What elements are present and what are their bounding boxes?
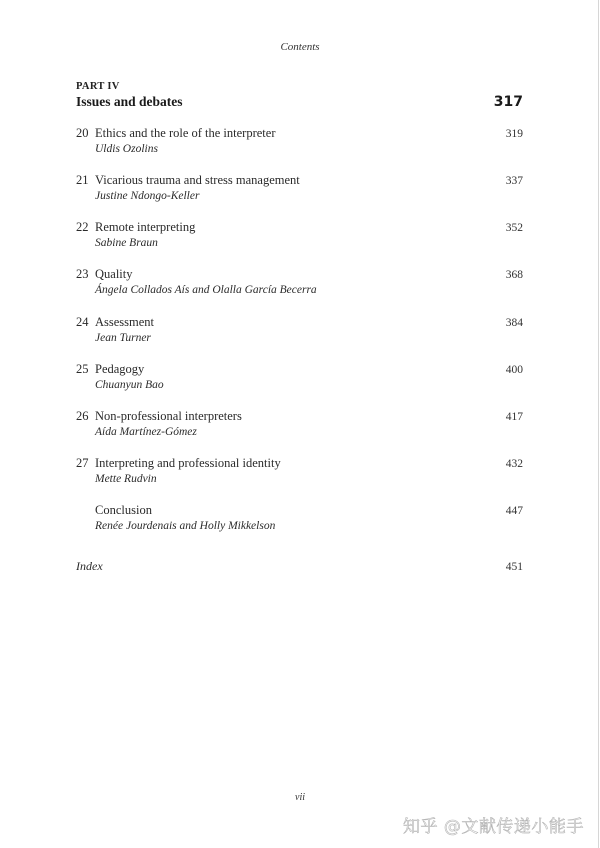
- part-label: PART IV: [76, 81, 120, 92]
- chapter-number: 27: [76, 456, 89, 470]
- chapter-title: Conclusion: [95, 503, 152, 517]
- chapter-page: 319: [505, 128, 523, 140]
- chapter-author: Renée Jourdenais and Holly Mikkelson: [95, 520, 276, 532]
- chapter-number: 21: [76, 173, 89, 187]
- chapter-author: Jean Turner: [95, 332, 151, 344]
- page-edge-divider: [598, 0, 599, 848]
- chapter-title: Pedagogy: [95, 362, 145, 376]
- chapter-title: Assessment: [95, 315, 155, 329]
- chapter-author: Justine Ndongo-Keller: [95, 190, 200, 202]
- chapter-title: Non-professional interpreters: [95, 409, 242, 423]
- chapter-author: Aída Martínez-Gómez: [95, 426, 197, 438]
- chapter-author: Sabine Braun: [95, 237, 158, 249]
- running-head: Contents: [280, 41, 320, 53]
- part-title: Issues and debates: [76, 94, 183, 109]
- toc-entry: [76, 315, 523, 346]
- watermark: 知乎 @文献传递小能手: [403, 817, 584, 837]
- toc-entry: [76, 173, 523, 204]
- chapter-page: 384: [505, 317, 523, 329]
- toc-entry: [76, 456, 523, 487]
- chapter-title: Quality: [95, 267, 133, 281]
- toc-entry: [76, 362, 523, 393]
- index-label: Index: [76, 559, 103, 573]
- toc-entry: [76, 220, 523, 251]
- toc-entry: [76, 267, 523, 298]
- part-page-number: 317: [493, 94, 523, 110]
- chapter-page: 368: [505, 269, 523, 281]
- chapter-title: Interpreting and professional identity: [95, 456, 281, 470]
- chapter-number: 25: [76, 362, 89, 376]
- index-page: 451: [505, 561, 523, 573]
- chapter-number: 22: [76, 220, 89, 234]
- chapter-page: 400: [505, 364, 523, 376]
- chapter-page: 432: [505, 458, 523, 470]
- chapter-title: Ethics and the role of the interpreter: [95, 126, 276, 140]
- chapter-number: 26: [76, 409, 89, 423]
- chapter-title: Remote interpreting: [95, 220, 196, 234]
- chapter-page: 417: [505, 411, 523, 423]
- chapter-page: 352: [505, 222, 523, 234]
- toc-entry-conclusion: [76, 503, 523, 534]
- chapter-page: 447: [505, 505, 523, 517]
- page-folio: vii: [295, 792, 305, 803]
- toc-entry-index: [76, 559, 523, 574]
- toc-entry: [76, 409, 523, 440]
- chapter-author: Uldis Ozolins: [95, 143, 158, 155]
- chapter-author: Ángela Collados Aís and Olalla García Becerra: [95, 284, 317, 296]
- toc-entry: [76, 126, 523, 157]
- chapter-number: 23: [76, 267, 89, 281]
- chapter-number: 20: [76, 126, 89, 140]
- chapter-page: 337: [505, 175, 523, 187]
- chapter-author: Mette Rudvin: [95, 473, 157, 485]
- chapter-number: 24: [76, 315, 89, 329]
- part-heading: [76, 94, 523, 110]
- chapter-author: Chuanyun Bao: [95, 379, 164, 391]
- chapter-title: Vicarious trauma and stress management: [95, 173, 300, 187]
